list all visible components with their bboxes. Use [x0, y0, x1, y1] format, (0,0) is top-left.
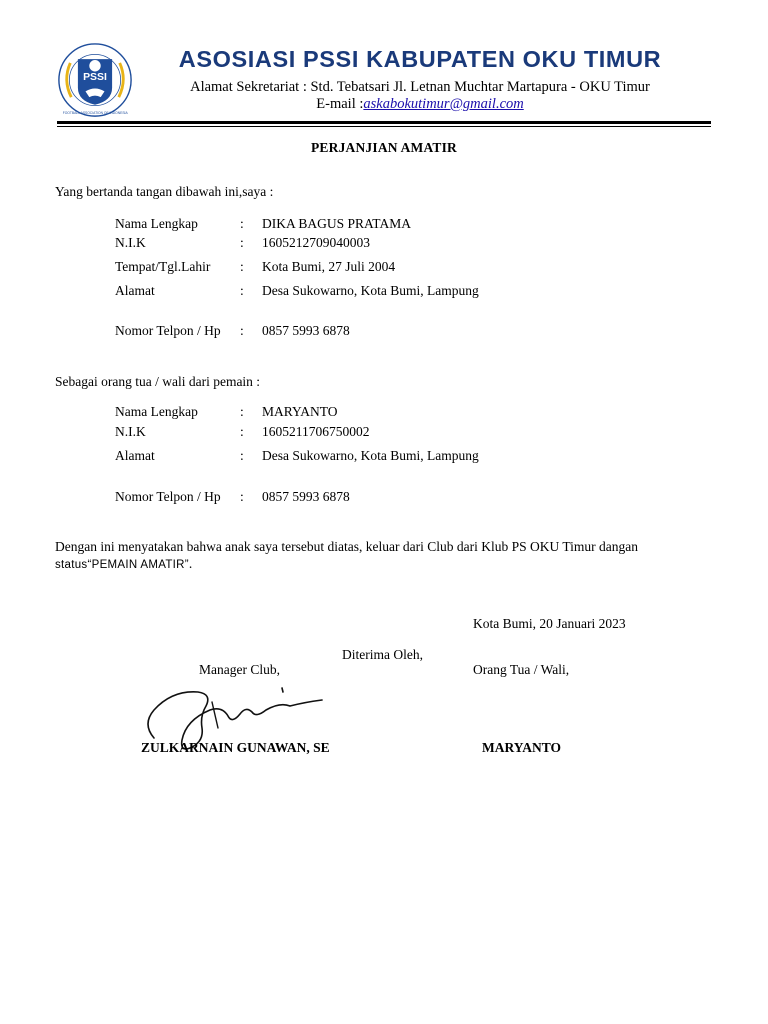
document-title: PERJANJIAN AMATIR	[310, 140, 458, 155]
statement-end: .	[188, 556, 193, 571]
manager-signatory-name: ZULKARNAIN GUNAWAN, SE	[141, 740, 330, 755]
guardian-role-label: Orang Tua / Wali,	[473, 662, 570, 677]
received-by-label: Diterima Oleh,	[342, 647, 423, 662]
player-nik-value: 1605212709040003	[262, 235, 370, 250]
player-address-label: Alamat	[115, 283, 155, 298]
player-phone-label: Nomor Telpon / Hp	[115, 323, 221, 338]
player-name-value: DIKA BAGUS PRATAMA	[262, 216, 411, 231]
guardian-phone-label: Nomor Telpon / Hp	[115, 489, 221, 504]
guardian-phone-value: 0857 5993 6878	[262, 489, 350, 504]
status-value: “PEMAIN AMATIR”	[87, 559, 189, 571]
pssi-logo-icon	[57, 42, 133, 118]
organization-address: Alamat Sekretariat : Std. Tebatsari Jl. Letnan Muchtar Martapura - OKU Timur	[190, 79, 650, 95]
email-link[interactable]: askabokutimur@gmail.com	[363, 96, 524, 112]
colon: :	[240, 235, 244, 250]
guardian-name-label: Nama Lengkap	[115, 404, 198, 419]
logo-ring-text: FOOTBALL ASSOCIATION OF INDONESIA	[62, 111, 128, 116]
statement-prefix: status	[55, 559, 88, 571]
colon: :	[240, 259, 244, 274]
colon: :	[240, 404, 244, 419]
guardian-nik-value: 1605211706750002	[262, 424, 370, 439]
guardian-intro-text: Sebagai orang tua / wali dari pemain :	[55, 374, 261, 389]
player-name-label: Nama Lengkap	[115, 216, 198, 231]
player-birth-value: Kota Bumi, 27 Juli 2004	[262, 259, 396, 274]
colon: :	[240, 323, 244, 338]
colon: :	[240, 489, 244, 504]
colon: :	[240, 283, 244, 298]
colon: :	[240, 216, 244, 231]
player-nik-label: N.I.K	[115, 235, 146, 250]
guardian-name-value: MARYANTO	[262, 404, 338, 419]
intro-text: Yang bertanda tangan dibawah ini,saya :	[55, 184, 274, 199]
organization-title: ASOSIASI PSSI KABUPATEN OKU TIMUR	[178, 46, 662, 72]
guardian-address-label: Alamat	[115, 448, 155, 463]
colon: :	[240, 448, 244, 463]
statement-paragraph	[55, 538, 713, 574]
place-date: Kota Bumi, 20 Januari 2023	[473, 616, 626, 631]
player-address-value: Desa Sukowarno, Kota Bumi, Lampung	[262, 283, 479, 298]
logo-emblem-text: PSSI	[83, 72, 107, 83]
player-birth-label: Tempat/Tgl.Lahir	[115, 259, 211, 274]
manager-role-label: Manager Club,	[199, 662, 280, 677]
organization-email	[150, 96, 690, 113]
colon: :	[240, 424, 244, 439]
statement-text: Dengan ini menyatakan bahwa anak saya tersebut diatas, keluar dari Club dari Klub PS OKU Timur dangan	[55, 539, 638, 554]
header-rule-thin	[57, 126, 711, 127]
guardian-nik-label: N.I.K	[115, 424, 146, 439]
header-rule-thick	[57, 121, 711, 124]
email-label: E-mail :	[316, 96, 364, 112]
guardian-signatory-name: MARYANTO	[482, 740, 562, 755]
player-phone-value: 0857 5993 6878	[262, 323, 350, 338]
guardian-address-value: Desa Sukowarno, Kota Bumi, Lampung	[262, 448, 479, 463]
